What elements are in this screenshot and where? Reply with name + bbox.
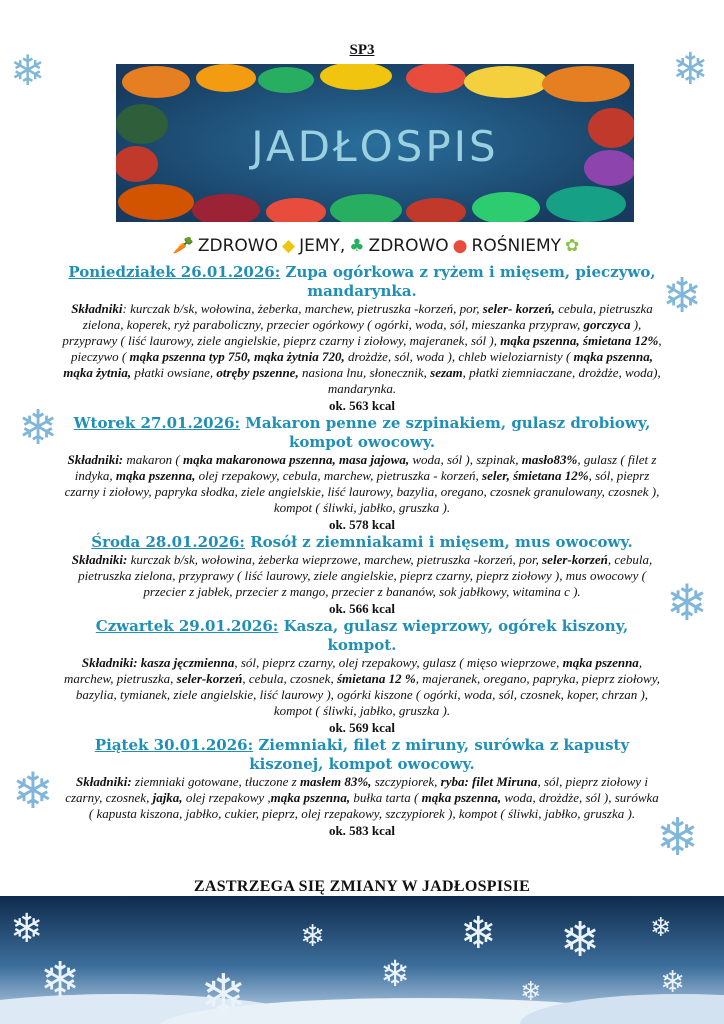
svg-text:❄: ❄ <box>40 952 81 1008</box>
svg-text:❄: ❄ <box>650 913 672 943</box>
svg-text:❄: ❄ <box>660 965 686 1000</box>
motto-word: ZDROWO <box>368 236 449 256</box>
ingredient-text: ziemniaki gotowane, tłuczone z <box>131 774 300 789</box>
day-date: Czwartek 29.01.2026: <box>95 617 279 635</box>
svg-text:❄: ❄ <box>10 906 44 952</box>
motto-word: JEMY, <box>299 236 346 256</box>
svg-text:❄: ❄ <box>380 954 411 995</box>
day-kcal: ok. 566 kcal <box>328 601 396 616</box>
ingredient-text: masło83% <box>521 452 578 467</box>
day-kcal: ok. 563 kcal <box>328 398 396 413</box>
day-title <box>62 736 662 774</box>
ingredient-text: , pieczywo ( <box>70 333 662 364</box>
snowflake-icon: ❄ <box>662 268 703 324</box>
ingredient-text: , sól, pieprz czarny, olej rzepakowy, gulasz ( mięso wieprzowe, <box>234 655 563 670</box>
ingredient-text: bułka tarta ( <box>350 790 422 805</box>
ingredient-text: sezam <box>430 365 463 380</box>
day-title <box>62 617 662 655</box>
school-code: SP3 <box>349 42 375 58</box>
cabbage-icon: ✿ <box>565 236 580 256</box>
snowflake-icon: ❄ <box>12 762 54 820</box>
ingredient-text: Składniki <box>71 301 123 316</box>
ingredient-text: , sól, pieprz ziołowy i czarny, czosnek, <box>65 774 648 805</box>
ingredient-text: cebula, pietruszka zielona, koperek, ryż paraboliczny, przecier ogórkowy ( ogórki, woda, sól, mieszanka przypraw, <box>82 301 653 332</box>
ingredient-text: , cebula, pietruszka zielona, przyprawy ( liść laurowy, ziele angielskie, pieprz czarny, pieprz ziołowy ), mus owocowy ( przecier z jabłek, przecier z mango, przecier z bananów, sok jabłkowy, witamina c ). <box>78 552 653 599</box>
snowy-background-illustration <box>0 896 724 1024</box>
ingredient-text: olej rzepakowy , <box>182 790 271 805</box>
ingredient-text: mąka pszenna, <box>115 468 196 483</box>
ingredient-text: , płatki ziemniaczane, drożdże, woda), mandarynka. <box>327 365 661 396</box>
corn-icon: ◆ <box>282 236 296 256</box>
ingredient-text: , sól, pieprz czarny i ziołowy, papryka słodka, ziele angielskie, liść laurowy, bazylia, oregano, czosnek granulowany, czosnek ), kompot ( śliwki, jabłko, gruszka ). <box>64 468 660 515</box>
ingredient-text: ), przyprawy ( liść laurowy, ziele angielskie, pieprz czarny i ziołowy, majeranek, sól ), <box>62 317 642 348</box>
ingredient-text: jajka, <box>152 790 183 805</box>
ingredient-text: mąka pszenna, śmietana 12% <box>500 333 659 348</box>
ingredient-text: płatki owsiane, <box>131 365 217 380</box>
ingredient-text: seler-korzeń <box>176 671 243 686</box>
ingredient-text: , gulasz ( filet z indyka, <box>74 452 657 483</box>
day-entry <box>62 736 662 839</box>
day-date: Poniedziałek 26.01.2026: <box>68 263 281 281</box>
day-ingredients <box>62 301 662 397</box>
day-entry <box>62 263 662 414</box>
carrot-icon: 🥕 <box>172 236 194 256</box>
ingredient-text: makaron ( <box>123 452 183 467</box>
ingredient-text: mąka pszenna, <box>421 790 502 805</box>
tomato-icon: ● <box>452 236 468 256</box>
ingredient-text: olej rzepakowy, cebula, marchew, pietruszka - korzeń, <box>195 468 483 483</box>
ingredient-text: Składniki: kasza jęczmienna <box>81 655 235 670</box>
ingredient-text: seler, śmietana 12% <box>482 468 589 483</box>
ingredient-text: otręby pszenne, <box>216 365 299 380</box>
svg-text:❄: ❄ <box>560 912 601 968</box>
day-date: Środa 28.01.2026: <box>91 533 245 551</box>
day-entry <box>62 533 662 617</box>
day-entry <box>62 414 662 533</box>
motto-word: ZDROWO <box>197 236 278 256</box>
day-kcal: ok. 569 kcal <box>328 720 396 735</box>
banner-title: JADŁOSPIS <box>251 122 499 171</box>
ingredient-text: drożdże, sól, woda ), chleb wieloziarnisty ( <box>344 349 574 364</box>
snowflake-icon: ❄ <box>656 808 700 868</box>
day-kcal: ok. 578 kcal <box>328 517 396 532</box>
day-title <box>62 263 662 301</box>
day-meal: Makaron penne ze szpinakiem, gulasz drobiowy, kompot owocowy. <box>245 414 651 451</box>
motto-word: ROŚNIEMY <box>471 236 562 256</box>
ingredient-text: , majeranek, oregano, papryka, pieprz ziołowy, bazylia, tymianek, ziele angielskie, liść laurowy ), ogórki kiszone ( ogórki, woda, sól, czosnek, koper, chrzan ), kompot ( śliwki, jabłko, gruszka ). <box>75 671 661 718</box>
ingredient-text: nasiona lnu, słonecznik, <box>298 365 431 380</box>
day-date: Piątek 30.01.2026: <box>94 736 254 754</box>
svg-text:❄: ❄ <box>460 908 497 959</box>
day-date: Wtorek 27.01.2026: <box>73 414 240 432</box>
svg-text:❄: ❄ <box>200 963 247 1024</box>
day-meal: Ziemniaki, filet z miruny, surówka z kapusty kiszonej, kompot owocowy. <box>249 736 630 773</box>
ingredient-text: Składniki: <box>71 552 128 567</box>
ingredient-text: ryba: filet Miruna <box>440 774 538 789</box>
ingredient-text: , cebula, czosnek, <box>242 671 337 686</box>
menu-disclaimer: ZASTRZEGA SIĘ ZMIANY W JADŁOSPISIE <box>193 878 531 895</box>
day-meal: Rosół z ziemniakami i mięsem, mus owocowy. <box>250 533 633 551</box>
svg-text:❄: ❄ <box>300 919 326 954</box>
day-title <box>62 533 662 552</box>
day-ingredients <box>62 655 662 719</box>
ingredient-text: śmietana 12 % <box>336 671 416 686</box>
ingredient-text: , marchew, pietruszka, <box>63 655 643 686</box>
ingredient-text: : kurczak b/sk, wołowina, żeberka, marchew, pietruszka -korzeń, por, <box>122 301 483 316</box>
ingredient-text: woda, sól ), szpinak, <box>409 452 522 467</box>
ingredient-text: Składniki: <box>76 774 132 789</box>
day-meal: Zupa ogórkowa z ryżem i mięsem, pieczywo, mandarynka. <box>285 263 656 300</box>
day-kcal: ok. 583 kcal <box>328 823 396 838</box>
svg-text:❄: ❄ <box>520 977 542 1007</box>
ingredient-text: woda, drożdże, sól ), surówka ( kapusta kiszona, jabłko, cukier, pieprz, olej rzepakowy, szczypiorek ), kompot ( śliwki, jabłko, gruszka ). <box>88 790 659 821</box>
snowflake-icon: ❄ <box>672 44 709 95</box>
ingredient-text: seler-korzeń <box>542 552 608 567</box>
motto-banner <box>96 232 656 260</box>
day-title <box>62 414 662 452</box>
day-ingredients <box>62 452 662 516</box>
ingredient-text: mąka pszenna, mąka żytnia, <box>63 349 654 380</box>
day-meal: Kasza, gulasz wieprzowy, ogórek kiszony, kompot. <box>283 617 629 654</box>
ingredient-text: masłem 83%, <box>299 774 372 789</box>
winter-snow-image <box>0 896 724 1024</box>
day-ingredients <box>62 552 662 600</box>
broccoli-icon: ♣ <box>349 236 365 256</box>
ingredient-text: mąka pszenna typ 750, mąka żytnia 720, <box>129 349 345 364</box>
snowflake-icon: ❄ <box>18 400 59 456</box>
snowflake-icon: ❄ <box>10 46 46 95</box>
ingredient-text: szczypiorek, <box>371 774 441 789</box>
day-entry <box>62 617 662 736</box>
ingredient-text: kurczak b/sk, wołowina, żeberka wieprzowe, marchew, pietruszka -korzeń, por, <box>127 552 543 567</box>
day-ingredients <box>62 774 662 822</box>
ingredient-text: mąka pszenna <box>562 655 639 670</box>
ingredient-text: seler- korzeń, <box>482 301 555 316</box>
ingredient-text: mąka makaronowa pszenna, masa jajowa, <box>182 452 410 467</box>
ingredient-text: Składniki: <box>67 452 124 467</box>
weekly-menu <box>62 263 662 839</box>
ingredient-text: mąka pszenna, <box>270 790 351 805</box>
menu-banner-image <box>116 64 634 222</box>
ingredient-text: gorczyca <box>583 317 631 332</box>
snowflake-icon: ❄ <box>666 574 708 632</box>
